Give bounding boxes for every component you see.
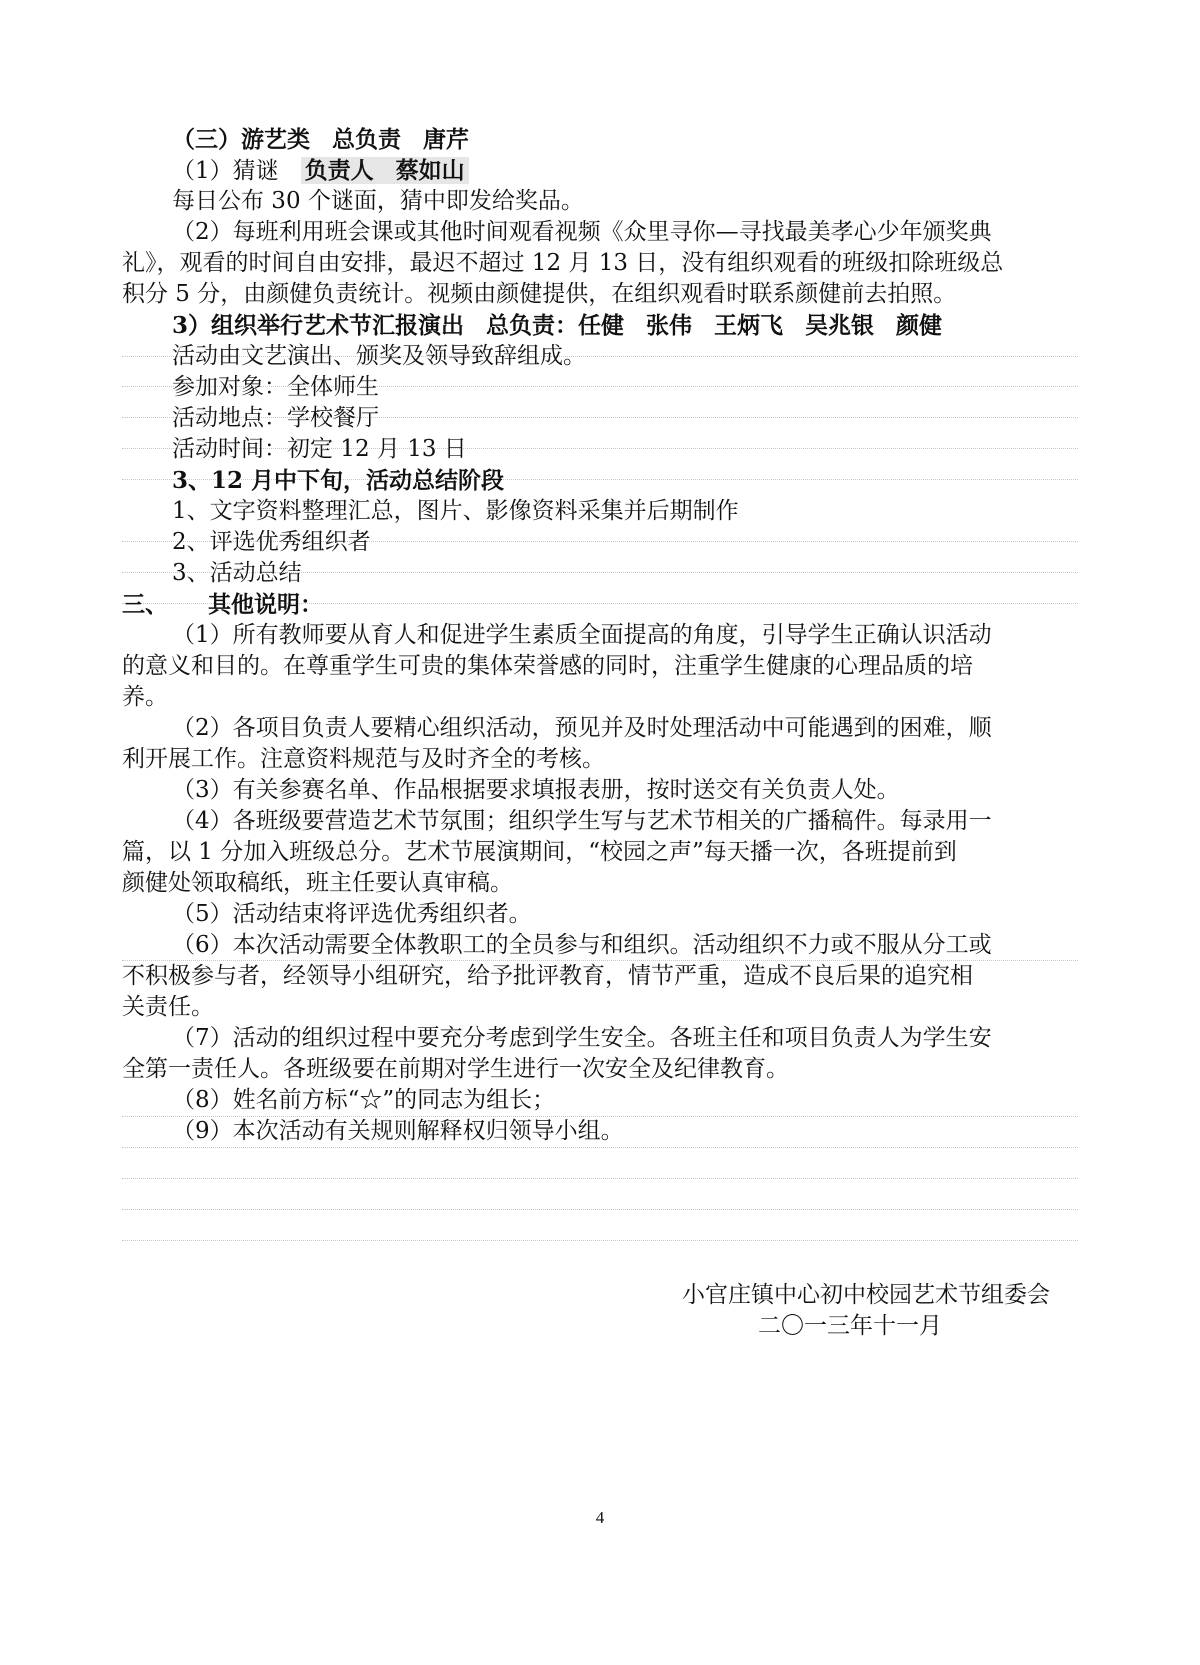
note-2-line-2: 利开展工作。注意资料规范与及时齐全的考核。 (122, 746, 605, 772)
note-6-line-3: 关责任。 (122, 994, 214, 1020)
note-7-line-2: 全第一责任人。各班级要在前期对学生进行一次安全及纪律教育。 (122, 1056, 789, 1082)
performance-location: 活动地点：学校餐厅 (172, 405, 379, 431)
dotted-rule (122, 1178, 1078, 1179)
stage3-item: 1、文字资料整理汇总，图片、影像资料采集并后期制作 (172, 498, 739, 524)
note-4-line-1: （4）各班级要营造艺术节氛围；组织学生写与艺术节相关的广播稿件。每录用一 (172, 808, 992, 834)
stage3-item: 3、活动总结 (172, 560, 302, 586)
signature-date: 二〇一三年十一月 (758, 1313, 942, 1339)
dotted-rule (122, 1209, 1078, 1210)
note-1-line-1: （1）所有教师要从育人和促进学生素质全面提高的角度，引导学生正确认识活动 (172, 622, 992, 648)
note-7-line-1: （7）活动的组织过程中要充分考虑到学生安全。各班主任和项目负责人为学生安 (172, 1025, 992, 1051)
performance-desc: 活动由文艺演出、颁奖及领导致辞组成。 (172, 343, 586, 369)
riddle-person-highlight: 负责人 蔡如山 (301, 157, 469, 184)
note-2-line-1: （2）各项目负责人要精心组织活动，预见并及时处理活动中可能遇到的困难，顺 (172, 715, 992, 741)
note-6-line-2: 不积极参与者，经领导小组研究，给予批评教育，情节严重，造成不良后果的追究相 (122, 963, 973, 989)
note-6-line-1: （6）本次活动需要全体教职工的全员参与和组织。活动组织不力或不服从分工或 (172, 932, 992, 958)
note-9-line-1: （9）本次活动有关规则解释权归领导小组。 (172, 1118, 624, 1144)
note-4-line-3: 颜健处领取稿纸，班主任要认真审稿。 (122, 870, 513, 896)
riddle-line: （1）猜谜 负责人 蔡如山 (122, 155, 1128, 187)
note-4-line-2: 篇，以 1 分加入班级总分。艺术节展演期间，“校园之声”每天播一次，各班提前到 (122, 839, 957, 865)
video-line-2: 礼》，观看的时间自由安排，最迟不超过 12 月 13 日，没有组织观看的班级扣除班级总 (122, 250, 1004, 276)
video-line-3: 积分 5 分，由颜健负责统计。视频由颜健提供，在组织观看时联系颜健前去拍照。 (122, 281, 957, 307)
note-8-line-1: （8）姓名前方标“☆”的同志为组长； (172, 1087, 556, 1113)
dotted-rule (122, 1240, 1078, 1241)
video-line-1: （2）每班利用班会课或其他时间观看视频《众里寻你—寻找最美孝心少年颁奖典 (172, 219, 992, 245)
stage3-heading: 3、12 月中下旬，活动总结阶段 (172, 467, 505, 494)
page-number: 4 (595, 1508, 605, 1527)
signature-org: 小官庄镇中心初中校园艺术节组委会 (682, 1282, 1050, 1308)
performance-heading: 3）组织举行艺术节汇报演出 总负责：任健 张伟 王炳飞 吴兆银 颜健 (172, 312, 943, 339)
note-5-line-1: （5）活动结束将评选优秀组织者。 (172, 901, 532, 927)
performance-time: 活动时间：初定 12 月 13 日 (172, 436, 467, 462)
riddle-desc: 每日公布 30 个谜面，猜中即发给奖品。 (172, 188, 584, 214)
dotted-rule (122, 1147, 1078, 1148)
games-heading: （三）游艺类 总负责 唐芹 (172, 126, 469, 153)
performance-participants: 参加对象：全体师生 (172, 374, 379, 400)
notes-heading: 三、 其他说明： (122, 591, 323, 618)
note-3-line-1: （3）有关参赛名单、作品根据要求填报表册，按时送交有关负责人处。 (172, 777, 900, 803)
note-1-line-3: 养。 (122, 684, 168, 710)
note-1-line-2: 的意义和目的。在尊重学生可贵的集体荣誉感的同时，注重学生健康的心理品质的培 (122, 653, 973, 679)
stage3-item: 2、评选优秀组织者 (172, 529, 371, 555)
